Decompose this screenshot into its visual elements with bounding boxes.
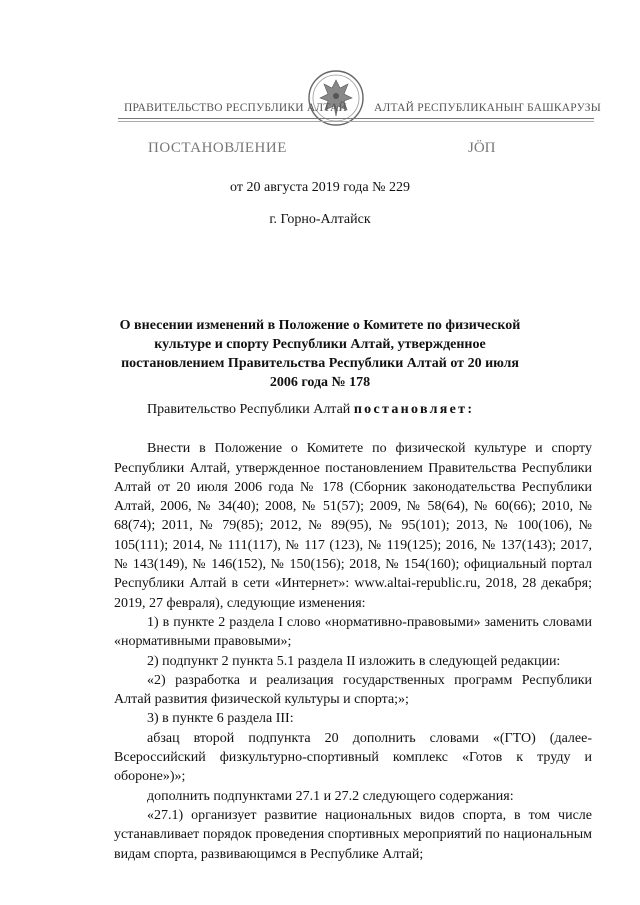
decree-body — [114, 400, 592, 864]
paragraph: Внести в Положение о Комитете по физической культуре и спорту Республики Алтай, утвержденное постановлением Правительства Республики Алтай от 20 июля 2006 года № 178 (Сборник законодательства Республики Алтай, 2006, № 34(40); 2008, № 51(57); 2009, № 58(64), № 60(66); 2010, № 68(74); 2011, № 79(85); 2012, № 89(95), № 95(101); 2013, № 100(106), № 105(111); 2014, № 111(117), № 117 (123), № 119(125); 2016, № 137(143); 2017, № 143(149), № 146(152), № 150(156); 2018, № 154(160); официальный портал Республики Алтай в сети «Интернет»: www.altai-republic.ru, 2018, 28 декабря; 2019, 27 февраля), следующие изменения: — [114, 441, 592, 611]
paragraph: дополнить подпунктами 27.1 и 27.2 следующего содержания: — [147, 788, 514, 804]
decree-keyword: постановляет: — [353, 402, 475, 417]
decree-date-number: от 20 августа 2019 года № 229 — [230, 180, 410, 195]
paragraph: 1) в пункте 2 раздела I слово «нормативно-правовыми» заменить словами «нормативными правовыми»; — [114, 614, 592, 650]
doc-type-alt: ЈÖП — [468, 140, 496, 156]
government-name-alt: АЛТАЙ РЕСПУБЛИКАНЫҤ БАШКАРУЗЫ — [374, 102, 601, 114]
decree-intro — [114, 400, 592, 419]
header-divider-thin — [118, 121, 594, 122]
decree-title: О внесении изменений в Положение о Комитете по физической культуре и спорту Республики Алтай, утвержденное постановлением Правительства Республики Алтай от 20 июля 2006 года № 178 — [119, 318, 521, 390]
coat-of-arms-icon — [304, 68, 368, 128]
paragraph: абзац второй подпункта 20 дополнить словами «(ГТО) (далее- Всероссийский физкультурно-спортивный комплекс «Готов к труду и обороне»)»; — [114, 730, 592, 785]
paragraph: 3) в пункте 6 раздела III: — [147, 711, 294, 727]
paragraph: 2) подпункт 2 пункта 5.1 раздела II изложить в следующей редакции: — [147, 653, 561, 669]
decree-city: г. Горно-Алтайск — [269, 212, 371, 227]
government-name-ru: ПРАВИТЕЛЬСТВО РЕСПУБЛИКИ АЛТАЙ — [124, 102, 348, 114]
document-header — [0, 0, 640, 156]
doc-type-ru: ПОСТАНОВЛЕНИЕ — [148, 140, 287, 156]
intro-text: Правительство Республики Алтай — [147, 402, 354, 417]
paragraph: «27.1) организует развитие национальных видов спорта, в том числе устанавливает порядок проведения спортивных мероприятий по национальным видам спорта, развивающимся в Республике Алтай; — [114, 807, 592, 862]
paragraph: «2) разработка и реализация государственных программ Республики Алтай развития физической культуры и спорта;»; — [114, 672, 592, 708]
header-divider — [118, 118, 594, 119]
